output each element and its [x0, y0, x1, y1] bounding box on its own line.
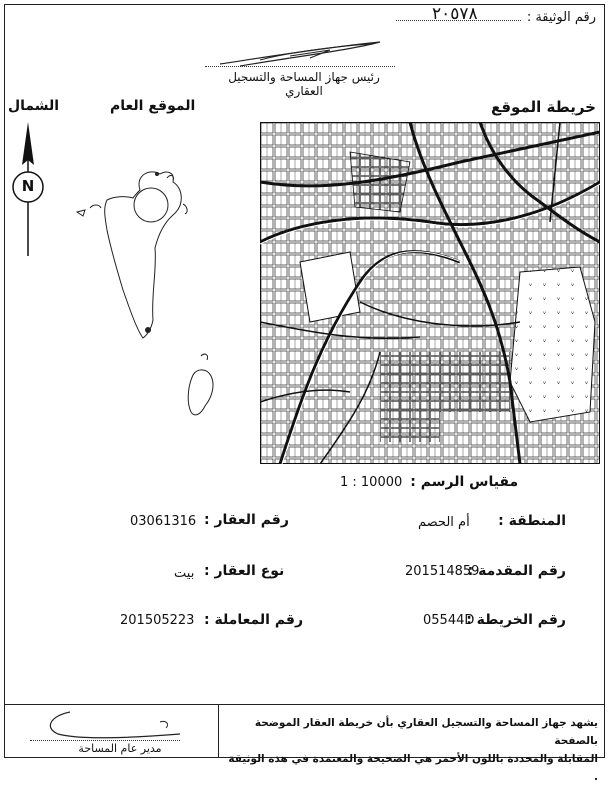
property-no-value: 03061316: [130, 514, 197, 529]
map-no-label: رقم الخريطة :: [466, 612, 566, 628]
certification-line-1: يشهد جهاز المساحة والتسجيل العقاري بأن خريطة العقار الموضحة بالصفحة: [254, 717, 598, 747]
north-label: الشمال: [8, 98, 60, 114]
transaction-no-value: 201505223: [120, 613, 195, 628]
authority-title: رئيس جهاز المساحة والتسجيل العقاري: [228, 70, 380, 98]
doc-number-row: [396, 8, 596, 25]
certification-line-2: المقابلة والمحددة باللون الأحمر هي الصحيحة والمعتمدة في هذه الوثيقة .: [228, 753, 598, 783]
property-type-value: بيت: [174, 566, 195, 581]
signature-dots: [205, 66, 395, 67]
north-letter: N: [21, 177, 35, 195]
map-no-value: 05544D: [423, 613, 475, 628]
footer-divider: [4, 704, 605, 705]
director-signature: [40, 708, 190, 742]
scale-row: [340, 474, 518, 490]
property-type-label: نوع العقار :: [204, 563, 285, 579]
footer-separator: [218, 704, 219, 758]
property-no-label: رقم العقار :: [204, 512, 289, 528]
signatory-title: مدير عام المساحة: [78, 742, 162, 755]
certification-text: [226, 714, 598, 786]
area-value: أم الحصم: [418, 515, 470, 530]
general-location-title: الموقع العام: [110, 98, 196, 114]
scale-label: مقياس الرسم :: [410, 474, 519, 490]
general-location-map: [55, 160, 245, 430]
location-map-title: خريطة الموقع: [490, 98, 596, 116]
submission-no-label: رقم المقدمة :: [467, 563, 566, 579]
doc-number-label: رقم الوثيقة :: [526, 10, 596, 25]
area-label: المنطقة :: [498, 513, 566, 529]
submission-no-value: 201514859: [405, 564, 480, 579]
transaction-no-label: رقم المعاملة :: [204, 612, 304, 628]
doc-number-value: ٢٠٥٧٨: [432, 4, 478, 24]
director-signature-dots: [30, 740, 180, 741]
scale-value: 1 : 10000: [340, 475, 403, 490]
location-map: [260, 122, 600, 464]
